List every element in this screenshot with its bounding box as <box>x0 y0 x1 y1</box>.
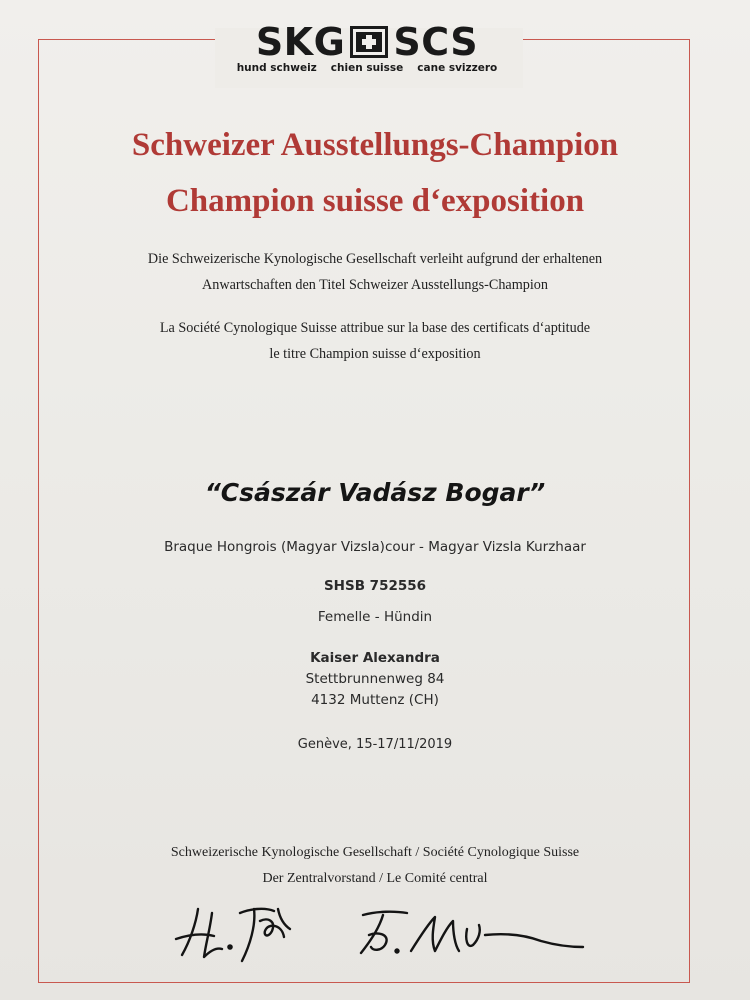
owner-city: 4132 Muttenz (CH) <box>311 692 439 708</box>
skg-scs-logo <box>222 20 512 74</box>
dog-sex: Femelle - Hündin <box>317 609 433 625</box>
logo-language-fr: chien suisse <box>330 62 404 74</box>
place-date: Genève, 15-17/11/2019 <box>297 737 453 752</box>
paragraph-french-line-2: le titre Champion suisse d‘exposition <box>269 346 481 362</box>
logo-right-text: SCS <box>393 20 479 64</box>
dog-name: “Császár Vadász Bogar” <box>204 478 546 507</box>
logo-languages <box>222 62 512 74</box>
title-german: Schweizer Ausstellungs-Champion <box>131 127 619 163</box>
title-french: Champion suisse d‘exposition <box>165 183 585 219</box>
paragraph-german <box>0 246 750 298</box>
paragraph-french-line-1: La Société Cynologique Suisse attribue sur la base des certificats d‘aptitude <box>159 320 591 336</box>
logo-left-text: SKG <box>255 20 346 64</box>
dog-breed: Braque Hongrois (Magyar Vizsla)cour - Magyar Vizsla Kurzhaar <box>164 539 586 555</box>
logo-wordmark <box>222 20 512 64</box>
registration-number: SHSB 752556 <box>323 578 427 594</box>
owner-name: Kaiser Alexandra <box>310 650 440 666</box>
footer-organization: Schweizerische Kynologische Gesellschaft / Société Cynologique Suisse <box>170 845 580 860</box>
paragraph-german-line-1: Die Schweizerische Kynologische Gesellschaft verleiht aufgrund der erhaltenen <box>147 251 603 267</box>
signature-left <box>170 895 320 970</box>
logo-language-it: cane svizzero <box>417 62 498 74</box>
paragraph-french <box>0 315 750 367</box>
footer-committee: Der Zentralvorstand / Le Comité central <box>262 871 488 886</box>
logo-language-de: hund schweiz <box>236 62 317 74</box>
signature-right <box>355 905 595 965</box>
paragraph-german-line-2: Anwartschaften den Titel Schweizer Ausstellungs-Champion <box>202 277 548 293</box>
owner-street: Stettbrunnenweg 84 <box>305 671 445 687</box>
swiss-cross-icon <box>349 25 389 59</box>
